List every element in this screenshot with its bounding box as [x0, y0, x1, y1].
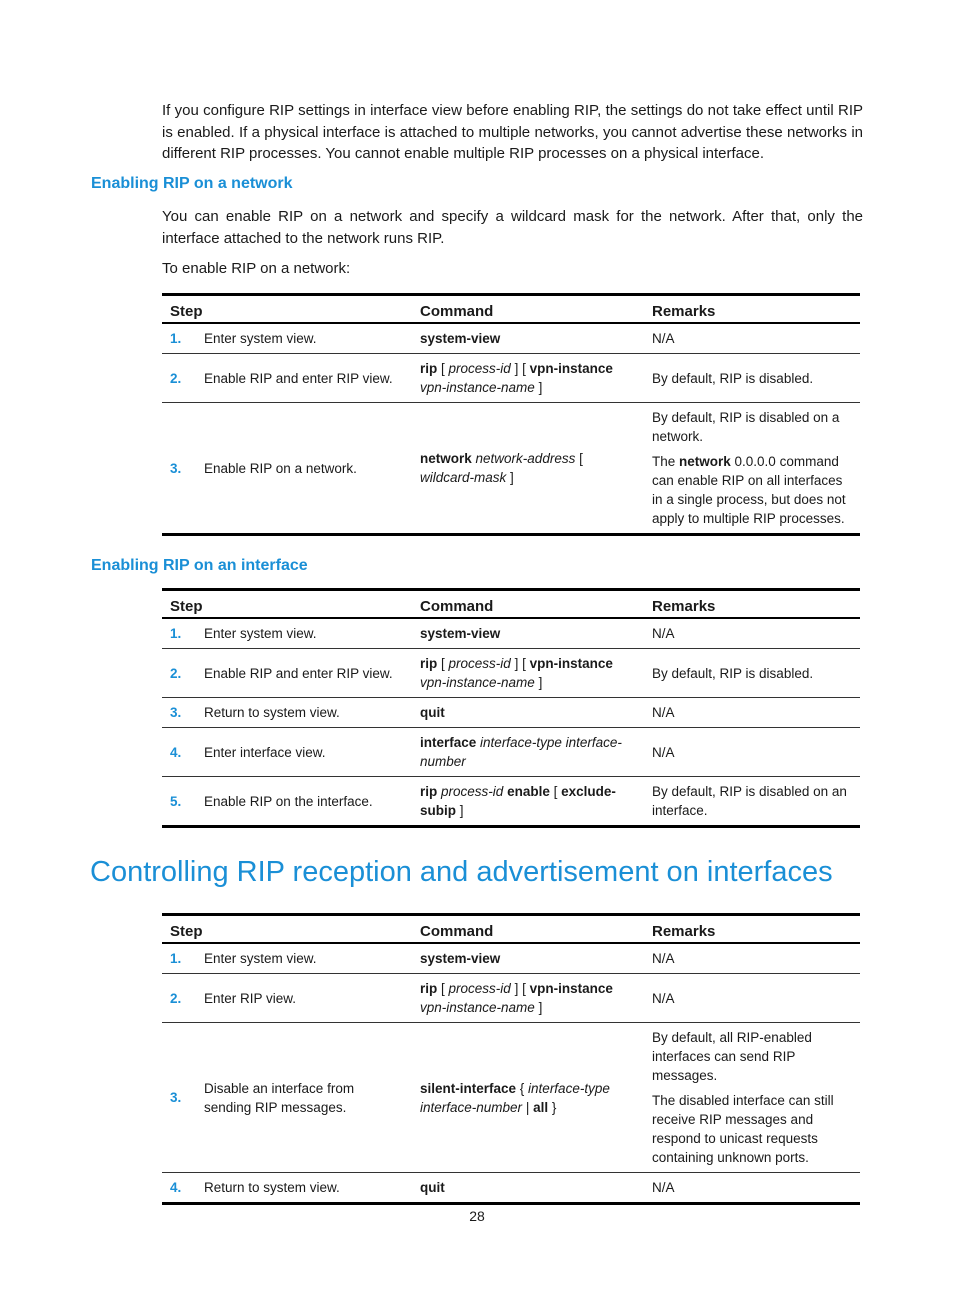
step-description: Enable RIP on the interface.: [196, 777, 412, 827]
step-number: 1.: [170, 626, 182, 641]
command-argument: process-id: [448, 361, 511, 376]
table-control-rip: [162, 913, 860, 1205]
step-command: [412, 1173, 644, 1204]
command-text: {: [516, 1080, 529, 1096]
section-heading-network: Enabling RIP on a network: [91, 175, 293, 192]
step-command: [412, 649, 644, 698]
command-keyword: system-view: [420, 951, 501, 966]
header-remarks: Remarks: [644, 590, 860, 619]
step-remarks: [644, 403, 860, 535]
command-keyword: vpn-instance: [529, 981, 613, 996]
header-step: Step: [162, 590, 412, 619]
remark-paragraph: N/A: [652, 990, 675, 1006]
page-number: 28: [469, 1208, 485, 1224]
step-remarks: [644, 974, 860, 1023]
step-description: Enter system view.: [204, 626, 317, 641]
step-command: [412, 1023, 644, 1173]
command-text: }: [548, 1099, 557, 1115]
remark-paragraph: N/A: [652, 626, 675, 641]
step-description: Disable an interface from sending RIP messages.: [196, 1023, 412, 1173]
command-argument: interface-type interface-number: [420, 735, 622, 769]
step-command: [412, 777, 644, 827]
command-text: ] [: [510, 361, 530, 376]
command-keyword: system-view: [420, 331, 501, 346]
command-text: [: [437, 981, 449, 996]
step-number: 1.: [170, 951, 182, 966]
table-row: [162, 1023, 860, 1173]
step-remarks: [644, 728, 860, 777]
step-number: 2.: [162, 974, 196, 1023]
remark-paragraph: N/A: [652, 951, 675, 966]
step-number: 4.: [162, 728, 196, 777]
header-command: Command: [412, 295, 644, 324]
remark-paragraph: N/A: [652, 1180, 675, 1195]
step-description: Return to system view.: [196, 1173, 412, 1204]
command-keyword: silent-interface: [420, 1080, 517, 1096]
command-argument: vpn-instance-name: [420, 1000, 535, 1015]
command-keyword: vpn-instance: [529, 361, 613, 376]
header-step: Step: [162, 915, 412, 944]
command-keyword: all: [533, 1099, 549, 1115]
remark-paragraph: N/A: [652, 744, 675, 760]
section-paragraph-network: You can enable RIP on a network and specify a wildcard mask for the network. After that, only the interface attached to the network runs RIP.: [162, 208, 863, 247]
step-remarks: [644, 698, 860, 728]
command-keyword: vpn-instance: [529, 656, 613, 671]
step-number: 5.: [162, 777, 196, 827]
command-argument: wildcard-mask: [420, 470, 507, 485]
table-row: [162, 698, 860, 728]
command-argument: interface-type interface-number: [420, 1080, 610, 1115]
command-keyword: quit: [420, 1180, 445, 1195]
command-text: |: [522, 1099, 534, 1115]
step-number: 2.: [162, 354, 196, 403]
header-remarks: Remarks: [644, 295, 860, 324]
step-description: Return to system view.: [196, 698, 412, 728]
step-remarks: [644, 777, 860, 827]
command-text: ]: [506, 470, 514, 485]
main-heading: Controlling RIP reception and advertisement on interfaces: [90, 856, 833, 888]
command-text: The: [652, 454, 680, 469]
step-number: 1.: [170, 331, 182, 346]
command-text: ]: [534, 1000, 543, 1015]
step-remarks: [644, 323, 860, 354]
step-description: Enable RIP and enter RIP view.: [196, 354, 412, 403]
remark-paragraph: N/A: [652, 705, 675, 720]
table-row: [162, 728, 860, 777]
remark-paragraph: [652, 452, 852, 528]
header-remarks: Remarks: [644, 915, 860, 944]
command-keyword: rip: [420, 784, 438, 799]
table-enable-rip-interface: [162, 588, 860, 828]
step-description: Enter system view.: [204, 951, 317, 966]
step-command: [412, 943, 644, 974]
section-heading-interface: Enabling RIP on an interface: [91, 557, 308, 574]
step-command: [412, 728, 644, 777]
command-text: ]: [534, 380, 543, 395]
header-command: Command: [412, 915, 644, 944]
command-argument: process-id: [448, 656, 511, 671]
command-keyword: rip: [420, 656, 438, 671]
step-description: Enter system view.: [204, 331, 317, 346]
step-remarks: [644, 943, 860, 974]
table-enable-rip-network: [162, 293, 860, 536]
section-lead-network: To enable RIP on a network:: [162, 260, 351, 277]
header-step: Step: [162, 295, 412, 324]
command-keyword: exclude-subip: [420, 784, 616, 818]
step-command: [412, 323, 644, 354]
step-command: [412, 974, 644, 1023]
command-argument: network-address: [475, 451, 576, 466]
table-row: [162, 323, 860, 354]
table-row: [162, 354, 860, 403]
remark-paragraph: By default, all RIP-enabled interfaces can send RIP messages.: [652, 1030, 812, 1083]
command-text: [: [575, 451, 583, 466]
command-keyword: network: [420, 451, 472, 466]
table-header-row: [162, 295, 860, 324]
intro-paragraph: If you configure RIP settings in interface view before enabling RIP, the settings do not take effect until RIP is enabled. If a physical interface is attached to multiple networks, you cannot advertise these networks in different RIP processes. You cannot enable multiple RIP processes on a physical interface.: [162, 102, 863, 162]
table-row: [162, 403, 860, 535]
command-argument: process-id: [441, 784, 504, 799]
step-description: Enable RIP on a network.: [196, 403, 412, 535]
command-keyword: system-view: [420, 626, 501, 641]
header-command: Command: [412, 590, 644, 619]
command-argument: process-id: [448, 981, 511, 996]
step-remarks: [644, 649, 860, 698]
command-argument: vpn-instance-name: [420, 380, 535, 395]
step-number: 4.: [162, 1173, 196, 1204]
command-text: [: [437, 361, 449, 376]
command-keyword: interface: [420, 735, 477, 750]
step-number: 2.: [162, 649, 196, 698]
command-argument: vpn-instance-name: [420, 675, 535, 690]
table-row: [162, 974, 860, 1023]
remark-paragraph: By default, RIP is disabled on a network.: [652, 410, 840, 444]
step-number: 3.: [162, 698, 196, 728]
step-number: 3.: [162, 1023, 196, 1173]
table-row: [162, 943, 860, 974]
step-remarks: [644, 618, 860, 649]
command-text: ] [: [510, 981, 530, 996]
command-keyword: network: [679, 454, 731, 469]
step-remarks: [644, 354, 860, 403]
table-row: [162, 618, 860, 649]
remark-paragraph: By default, RIP is disabled.: [652, 665, 814, 681]
step-description: Enter RIP view.: [196, 974, 412, 1023]
step-command: [412, 698, 644, 728]
step-command: [412, 403, 644, 535]
command-keyword: rip: [420, 981, 438, 996]
remark-paragraph: By default, RIP is disabled on an interface.: [652, 784, 847, 818]
step-command: [412, 618, 644, 649]
step-number: 3.: [162, 403, 196, 535]
remark-paragraph: The disabled interface can still receive RIP messages and respond to unicast requests containing unknown ports.: [652, 1093, 834, 1165]
table-row: [162, 1173, 860, 1204]
table-header-row: [162, 590, 860, 619]
step-description: Enter interface view.: [196, 728, 412, 777]
remark-paragraph: N/A: [652, 331, 675, 346]
table-header-row: [162, 915, 860, 944]
remark-paragraph: By default, RIP is disabled.: [652, 370, 814, 386]
command-text: ]: [456, 803, 464, 818]
table-row: [162, 649, 860, 698]
table-row: [162, 777, 860, 827]
command-text: ]: [534, 675, 543, 690]
command-text: [: [437, 656, 449, 671]
command-keyword: rip: [420, 361, 438, 376]
step-command: [412, 354, 644, 403]
command-keyword: quit: [420, 705, 445, 720]
command-keyword: enable: [507, 784, 550, 799]
step-remarks: [644, 1023, 860, 1173]
step-remarks: [644, 1173, 860, 1204]
command-text: [: [549, 784, 562, 799]
step-description: Enable RIP and enter RIP view.: [196, 649, 412, 698]
command-text: 0.0.0.0 command can enable RIP on all interfaces in a single process, but does not apply to multiple RIP processes.: [652, 454, 846, 526]
command-text: ] [: [510, 656, 530, 671]
